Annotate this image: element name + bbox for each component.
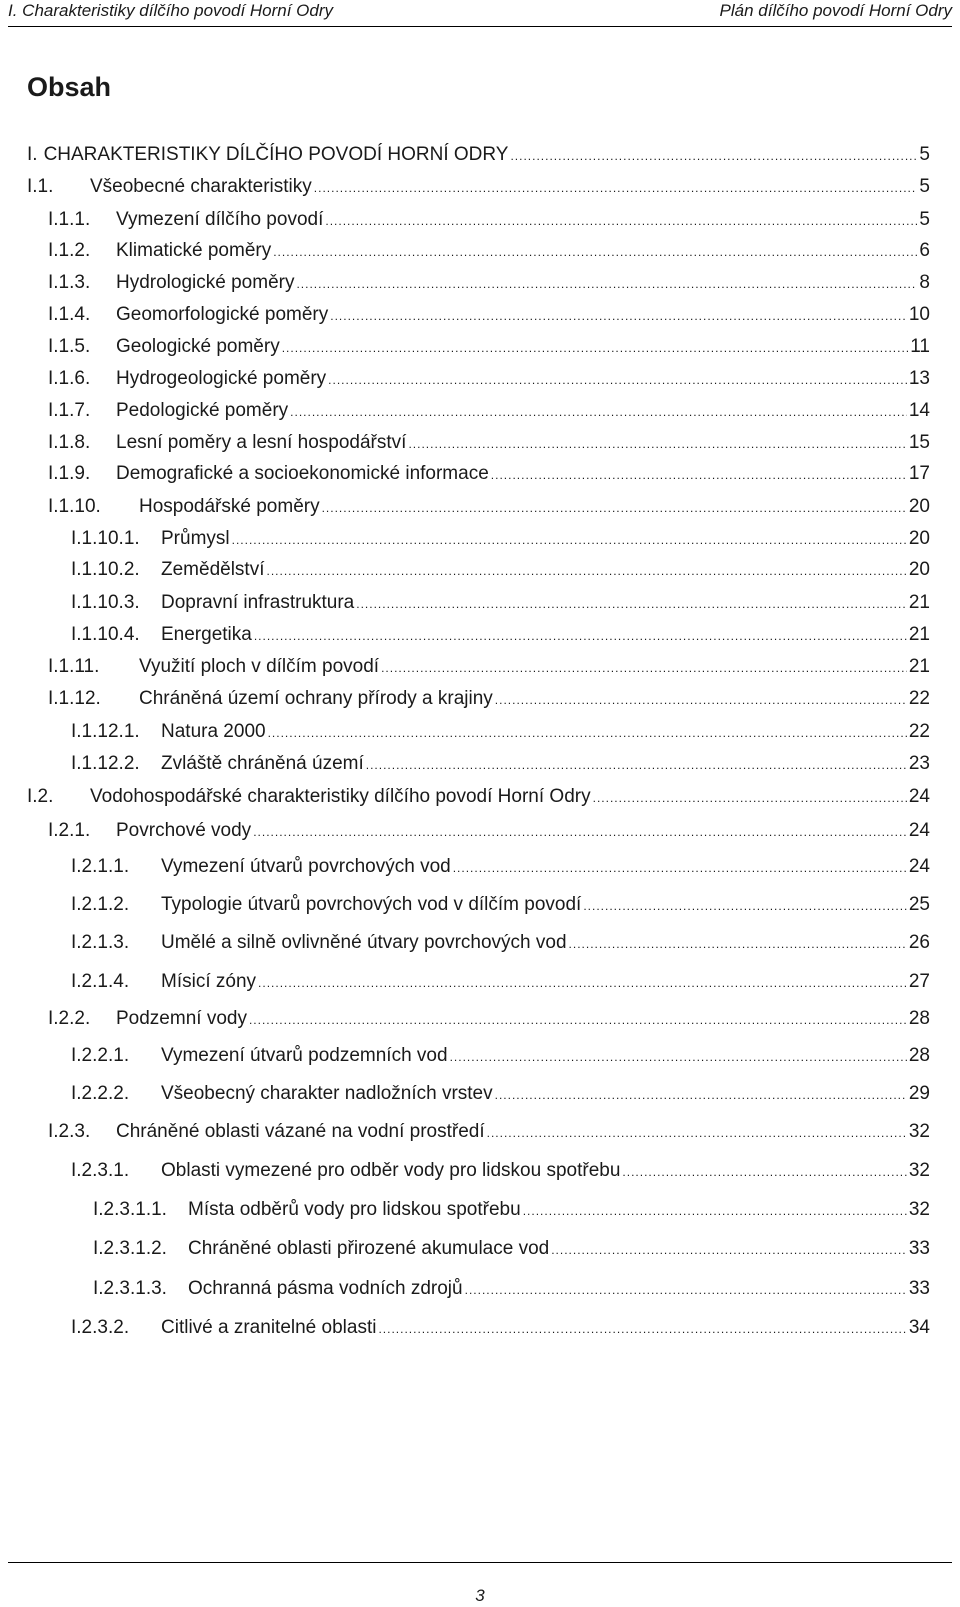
toc-entry-number: I.2.3.1.1.	[93, 1199, 167, 1220]
toc-leader-dots	[510, 144, 917, 166]
toc-entry-number: I.2.3.	[48, 1121, 91, 1142]
toc-entry-title: Povrchové vody	[116, 820, 252, 841]
toc-leader-dots	[330, 304, 907, 326]
toc-entry[interactable]	[71, 850, 930, 878]
toc-entry-title: Zvláště chráněná území	[161, 753, 364, 774]
toc-entry-title: Lesní poměry a lesní hospodářství	[116, 432, 407, 453]
toc-entry[interactable]	[27, 170, 930, 198]
toc-entry-page: 23	[908, 753, 930, 774]
toc-entry-title: Hydrologické poměry	[116, 272, 295, 293]
toc-leader-dots	[378, 1317, 906, 1339]
toc-entry[interactable]	[48, 457, 930, 485]
toc-entry-page: 15	[908, 432, 930, 453]
toc-entry-title: Typologie útvarů povrchových vod v dílčím povodí	[161, 894, 582, 915]
toc-entry[interactable]	[93, 1232, 930, 1260]
toc-entry-title: Využití ploch v dílčím povodí	[139, 656, 380, 677]
toc-entry-page: 22	[908, 721, 930, 742]
toc-entry[interactable]	[71, 888, 930, 916]
toc-entry-number: I.2.1.2.	[71, 894, 130, 915]
toc-entry-title: Klimatické poměry	[116, 240, 272, 261]
toc-entry-page: 21	[908, 656, 930, 677]
toc-entry-number: I.1.11.	[48, 656, 100, 677]
toc-entry-page: 28	[908, 1008, 930, 1029]
toc-entry[interactable]	[48, 394, 930, 422]
toc-leader-dots	[266, 559, 906, 581]
toc-entry[interactable]	[27, 780, 930, 808]
toc-entry-number: I.1.	[27, 176, 54, 197]
toc-entry[interactable]	[48, 298, 930, 326]
toc-entry-title: Demografické a socioekonomické informace	[116, 463, 489, 484]
toc-entry-number: I.2.	[27, 786, 54, 807]
toc-entry-number: I.2.2.1.	[71, 1045, 130, 1066]
page-number: 3	[475, 1586, 485, 1605]
toc-entry[interactable]	[93, 1193, 930, 1221]
toc-leader-dots	[491, 463, 907, 485]
toc-leader-dots	[593, 786, 907, 808]
toc-entry-title: Geomorfologické poměry	[116, 304, 329, 325]
toc-entry-page: 32	[908, 1199, 930, 1220]
toc-entry-title: Vymezení útvarů povrchových vod	[161, 856, 451, 877]
toc-leader-dots	[569, 932, 907, 954]
toc-entry-number: I.1.3.	[48, 272, 91, 293]
toc-entry-page: 11	[910, 336, 930, 357]
toc-entry-number: I.2.3.1.2.	[93, 1238, 167, 1259]
toc-title: Obsah	[27, 72, 112, 102]
toc-entry-number: I.2.1.1.	[71, 856, 130, 877]
toc-leader-dots	[453, 856, 907, 878]
toc-entry[interactable]	[48, 426, 930, 454]
toc-leader-dots	[290, 400, 907, 422]
toc-leader-dots	[465, 1278, 907, 1300]
toc-entry-page: 24	[908, 856, 930, 877]
toc-leader-dots	[268, 721, 907, 743]
toc-entry-number: I.2.3.1.	[71, 1160, 130, 1181]
toc-leader-dots	[381, 656, 907, 678]
toc-entry-page: 21	[908, 592, 930, 613]
toc-leader-dots	[322, 496, 907, 518]
toc-entry-title: Dopravní infrastruktura	[161, 592, 355, 613]
toc-entry-page: 29	[908, 1083, 930, 1104]
toc-entry[interactable]	[48, 490, 930, 518]
toc-entry[interactable]	[93, 1272, 930, 1300]
toc-entry[interactable]	[48, 330, 930, 358]
toc-entry-page: 22	[908, 688, 930, 709]
toc-entry-page: 13	[908, 368, 930, 389]
header-chapter-title: I. Charakteristiky dílčího povodí Horní Odry	[8, 1, 334, 20]
toc-entry-number: I.1.10.4.	[71, 624, 140, 645]
toc-entry[interactable]	[71, 553, 930, 581]
toc-leader-dots	[487, 1121, 907, 1143]
toc-entry-page: 26	[908, 932, 930, 953]
toc-entry-number: I.1.5.	[48, 336, 91, 357]
toc-entry-title: Vymezení dílčího povodí	[116, 209, 324, 230]
toc-entry-number: I.1.1.	[48, 209, 91, 230]
toc-entry-number: I.2.2.	[48, 1008, 91, 1029]
toc-entry-page: 10	[908, 304, 930, 325]
toc-entry[interactable]	[71, 965, 930, 993]
toc-entry[interactable]	[48, 682, 930, 710]
toc-entry-number: I.1.12.2.	[71, 753, 140, 774]
toc-leader-dots	[328, 368, 907, 390]
toc-entry-title: Oblasti vymezené pro odběr vody pro lidskou spotřebu	[161, 1160, 621, 1181]
toc-leader-dots	[253, 820, 907, 842]
toc-entry-title: CHARAKTERISTIKY DÍLČÍHO POVODÍ HORNÍ ODRY	[43, 144, 509, 165]
toc-entry-number: I.1.2.	[48, 240, 91, 261]
toc-leader-dots	[495, 688, 907, 710]
toc-entry-number: I.2.1.	[48, 820, 91, 841]
toc-leader-dots	[282, 336, 909, 358]
toc-entry-title: Všeobecný charakter nadložních vrstev	[161, 1083, 493, 1104]
toc-entry-page: 20	[908, 559, 930, 580]
toc-entry-title: Hospodářské poměry	[139, 496, 320, 517]
toc-entry-page: 20	[908, 528, 930, 549]
toc-entry-page: 24	[908, 820, 930, 841]
toc-leader-dots	[258, 971, 907, 993]
toc-entry[interactable]	[71, 1311, 930, 1339]
toc-entry[interactable]	[71, 926, 930, 954]
toc-entry-number: I.2.2.2.	[71, 1083, 130, 1104]
toc-entry-page: 20	[908, 496, 930, 517]
toc-leader-dots	[325, 209, 917, 231]
toc-entry[interactable]	[48, 203, 930, 231]
toc-entry[interactable]	[71, 1154, 930, 1182]
toc-entry-title: Ochranná pásma vodních zdrojů	[188, 1278, 463, 1299]
toc-entry-title: Energetika	[161, 624, 252, 645]
toc-entry-number: I.2.3.1.3.	[93, 1278, 167, 1299]
toc-entry-number: I.2.1.3.	[71, 932, 130, 953]
toc-entry-number: I.1.8.	[48, 432, 91, 453]
toc-entry[interactable]	[48, 650, 930, 678]
toc-entry-number: I.1.10.2.	[71, 559, 140, 580]
toc-entry[interactable]	[48, 266, 930, 294]
toc-entry-number: I.1.4.	[48, 304, 91, 325]
toc-entry[interactable]	[48, 234, 930, 262]
toc-entry-title: Průmysl	[161, 528, 230, 549]
toc-leader-dots	[296, 272, 917, 294]
toc-entry-page: 8	[919, 272, 930, 293]
toc-entry-page: 34	[908, 1317, 930, 1338]
toc-entry-page: 5	[919, 176, 930, 197]
toc-entry-title: Chráněné oblasti vázané na vodní prostředí	[116, 1121, 485, 1142]
toc-entry-number: I.1.9.	[48, 463, 91, 484]
toc-entry-number: I.1.10.	[48, 496, 101, 517]
toc-entry-page: 14	[908, 400, 930, 421]
toc-entry-title: Všeobecné charakteristiky	[90, 176, 312, 197]
toc-leader-dots	[254, 624, 907, 646]
toc-entry-page: 24	[908, 786, 930, 807]
toc-entry-number: I.2.1.4.	[71, 971, 130, 992]
toc-leader-dots	[450, 1045, 907, 1067]
toc-entry-title: Citlivé a zranitelné oblasti	[161, 1317, 377, 1338]
toc-entry-title: Natura 2000	[161, 721, 266, 742]
toc-entry[interactable]	[71, 747, 930, 775]
toc-entry-title: Zemědělství	[161, 559, 265, 580]
toc-leader-dots	[551, 1238, 907, 1260]
toc-entry[interactable]	[71, 522, 930, 550]
toc-entry-page: 33	[908, 1238, 930, 1259]
toc-entry-number: I.1.10.1.	[71, 528, 140, 549]
toc-entry-page: 32	[908, 1160, 930, 1181]
toc-entry-page: 21	[908, 624, 930, 645]
toc-entry[interactable]	[48, 362, 930, 390]
toc-leader-dots	[232, 528, 907, 550]
toc-entry-title: Geologické poměry	[116, 336, 280, 357]
toc-leader-dots	[273, 240, 917, 262]
toc-entry-number: I.1.12.	[48, 688, 101, 709]
toc-leader-dots	[314, 176, 918, 198]
toc-entry-page: 5	[919, 209, 930, 230]
running-header	[8, 0, 952, 27]
toc-entry-page: 27	[908, 971, 930, 992]
toc-entry[interactable]	[48, 1115, 930, 1143]
footer-divider	[8, 1562, 952, 1563]
toc-entry-number: I.	[27, 144, 38, 165]
toc-entry[interactable]	[71, 1077, 930, 1105]
toc-entry[interactable]	[48, 1002, 930, 1030]
toc-entry-title: Umělé a silně ovlivněné útvary povrchových vod	[161, 932, 567, 953]
toc-entry-title: Vymezení útvarů podzemních vod	[161, 1045, 448, 1066]
toc-entry-title: Pedologické poměry	[116, 400, 289, 421]
toc-entry-number: I.1.7.	[48, 400, 91, 421]
toc-entry-title: Chráněná území ochrany přírody a krajiny	[139, 688, 493, 709]
toc-leader-dots	[408, 432, 906, 454]
toc-entry-page: 25	[908, 894, 930, 915]
toc-entry[interactable]	[71, 715, 930, 743]
toc-entry[interactable]	[71, 618, 930, 646]
toc-entry-page: 5	[919, 144, 930, 165]
toc-entry-title: Místa odběrů vody pro lidskou spotřebu	[188, 1199, 521, 1220]
toc-entry[interactable]	[27, 138, 930, 166]
toc-entry-title: Podzemní vody	[116, 1008, 247, 1029]
toc-leader-dots	[249, 1008, 907, 1030]
toc-entry-page: 17	[908, 463, 930, 484]
toc-entry-page: 32	[908, 1121, 930, 1142]
toc-leader-dots	[622, 1160, 906, 1182]
toc-entry-page: 33	[908, 1278, 930, 1299]
toc-leader-dots	[583, 894, 907, 916]
toc-leader-dots	[356, 592, 907, 614]
toc-entry[interactable]	[48, 814, 930, 842]
toc-leader-dots	[523, 1199, 907, 1221]
toc-entry-number: I.1.6.	[48, 368, 91, 389]
toc-entry[interactable]	[71, 586, 930, 614]
toc-entry-title: Vodohospodářské charakteristiky dílčího povodí Horní Odry	[90, 786, 591, 807]
toc-leader-dots	[495, 1083, 907, 1105]
toc-entry-title: Chráněné oblasti přirozené akumulace vod	[188, 1238, 550, 1259]
toc-entry-number: I.1.10.3.	[71, 592, 140, 613]
toc-entry-page: 6	[919, 240, 930, 261]
header-document-title: Plán dílčího povodí Horní Odry	[719, 1, 952, 20]
toc-entry-title: Mísicí zóny	[161, 971, 257, 992]
toc-leader-dots	[366, 753, 907, 775]
toc-entry-number: I.1.12.1.	[71, 721, 140, 742]
toc-entry[interactable]	[71, 1039, 930, 1067]
toc-entry-number: I.2.3.2.	[71, 1317, 130, 1338]
toc-entry-title: Hydrogeologické poměry	[116, 368, 327, 389]
toc-entry-page: 28	[908, 1045, 930, 1066]
